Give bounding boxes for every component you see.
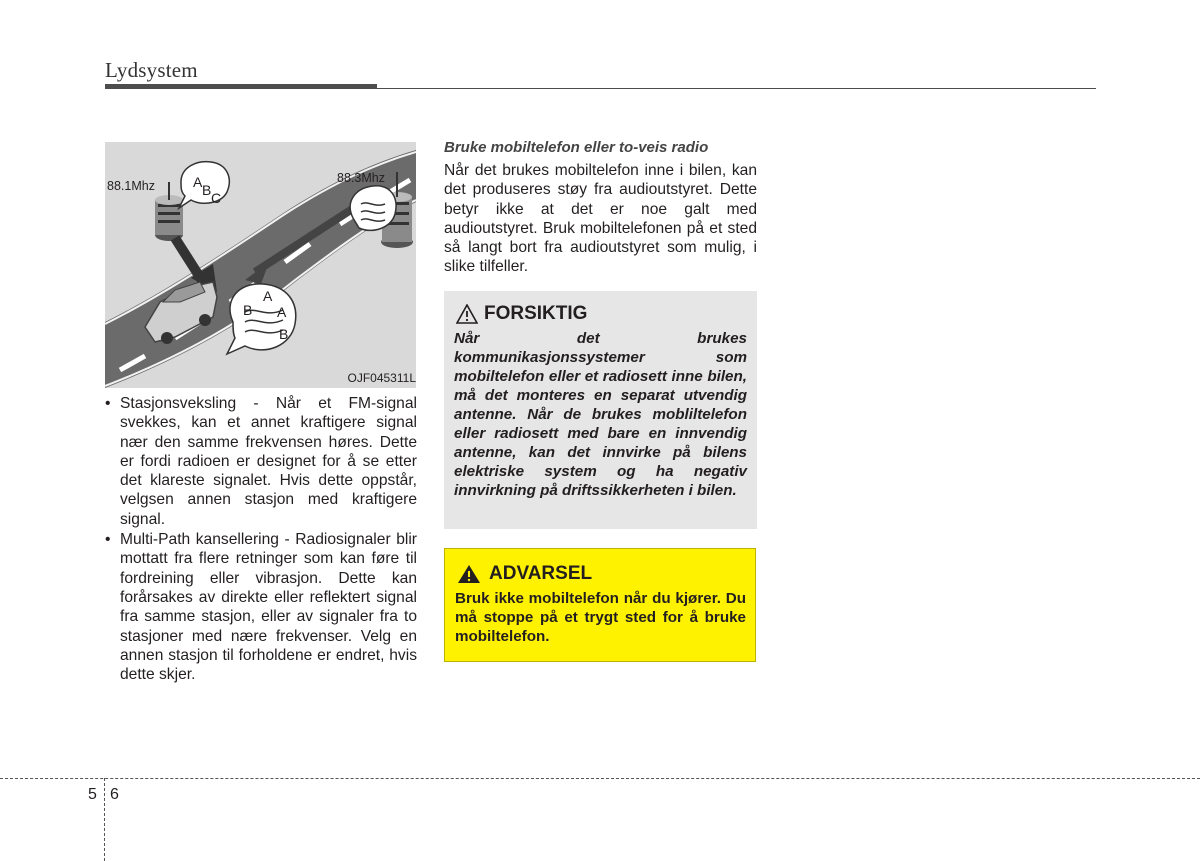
figure-code: OJF045311L <box>347 371 416 385</box>
bubble-letter: A <box>263 288 273 304</box>
subheading: Bruke mobiltelefon eller to-veis radio <box>444 139 709 156</box>
bubble-letter: B <box>202 182 212 198</box>
bullet-symbol: • <box>105 531 111 549</box>
list-item <box>105 530 417 684</box>
bullet-list <box>105 394 417 685</box>
caution-box <box>444 291 757 529</box>
bubble-letter: A <box>277 304 287 320</box>
warning-triangle-icon <box>457 564 481 584</box>
radio-tower-left-icon <box>155 182 183 241</box>
radio-reception-illustration <box>105 142 416 388</box>
section-title: Lydsystem <box>105 58 198 82</box>
caution-text: Når det brukes kommunikasjonssystemer som mobiltelefon eller et radiosett inne bilen, må det monteres en separat utvendig antenne. Når de brukes mobliltelefon eller radiosett med bare en innvendig antenne, kan det innvirke på bilens elektriske system og ha negativ innvirkning på driftssikkerheten i bilen. <box>454 330 747 499</box>
caution-header <box>456 303 587 325</box>
page-number: 6 <box>110 786 119 803</box>
signal-bubble-right <box>350 186 396 231</box>
body-paragraph: Når det brukes mobiltelefon inne i bilen, kan det produseres støy fra audioutstyret. Dette betyr ikke at det er noe galt med audioutstyret. Bruk mobiltelefonen på et sted så langt bort fra audioutstyret som mulig, i slike tilfeller. <box>444 162 757 276</box>
header-rule-thin <box>377 88 1096 89</box>
bubble-letter: C <box>211 190 222 206</box>
bubble-letter: B <box>279 326 289 342</box>
bubble-letter: B <box>243 302 253 318</box>
footer-divider <box>0 778 1200 779</box>
warning-text: Bruk ikke mobiltelefon når du kjører. Du må stoppe på et trygt sted for å bruke mobiltelefon. <box>455 590 746 645</box>
list-item-text: Multi-Path kansellering - Radiosignaler blir mottatt fra flere retninger som kan føre til fordreining eller vibrasjon. Dette kan forårsakes av direkte eller reflektert signal fra samme stasjon, eller av signaler fra to stasjoner med nære frekvenser. Velg en annen stasjon til forholdene er endret, hvis dette skjer. <box>120 531 417 684</box>
page-chapter-number: 5 <box>88 786 97 803</box>
header-rule-thick <box>105 84 377 89</box>
station-label-left: 88.1Mhz <box>107 179 155 193</box>
caution-triangle-icon <box>456 304 478 324</box>
warning-title: ADVARSEL <box>489 563 593 584</box>
footer-vertical-divider <box>104 778 105 861</box>
caution-title: FORSIKTIG <box>484 303 588 324</box>
list-item-text: Stasjonsveksling - Når et FM-signal svekkes, kan et annet kraftigere signal nær den samme frekvensen høres. Dette er fordi radioen er designet for å se etter det klareste signalet. Hvis dette oppstår, velgsen annen stasjon med kraftigere signal. <box>120 395 417 528</box>
bullet-symbol: • <box>105 395 111 412</box>
warning-box <box>444 548 756 662</box>
station-label-right: 88.3Mhz <box>337 171 385 185</box>
list-item <box>105 394 417 529</box>
bubble-letter: A <box>193 174 203 190</box>
warning-header <box>457 563 592 585</box>
